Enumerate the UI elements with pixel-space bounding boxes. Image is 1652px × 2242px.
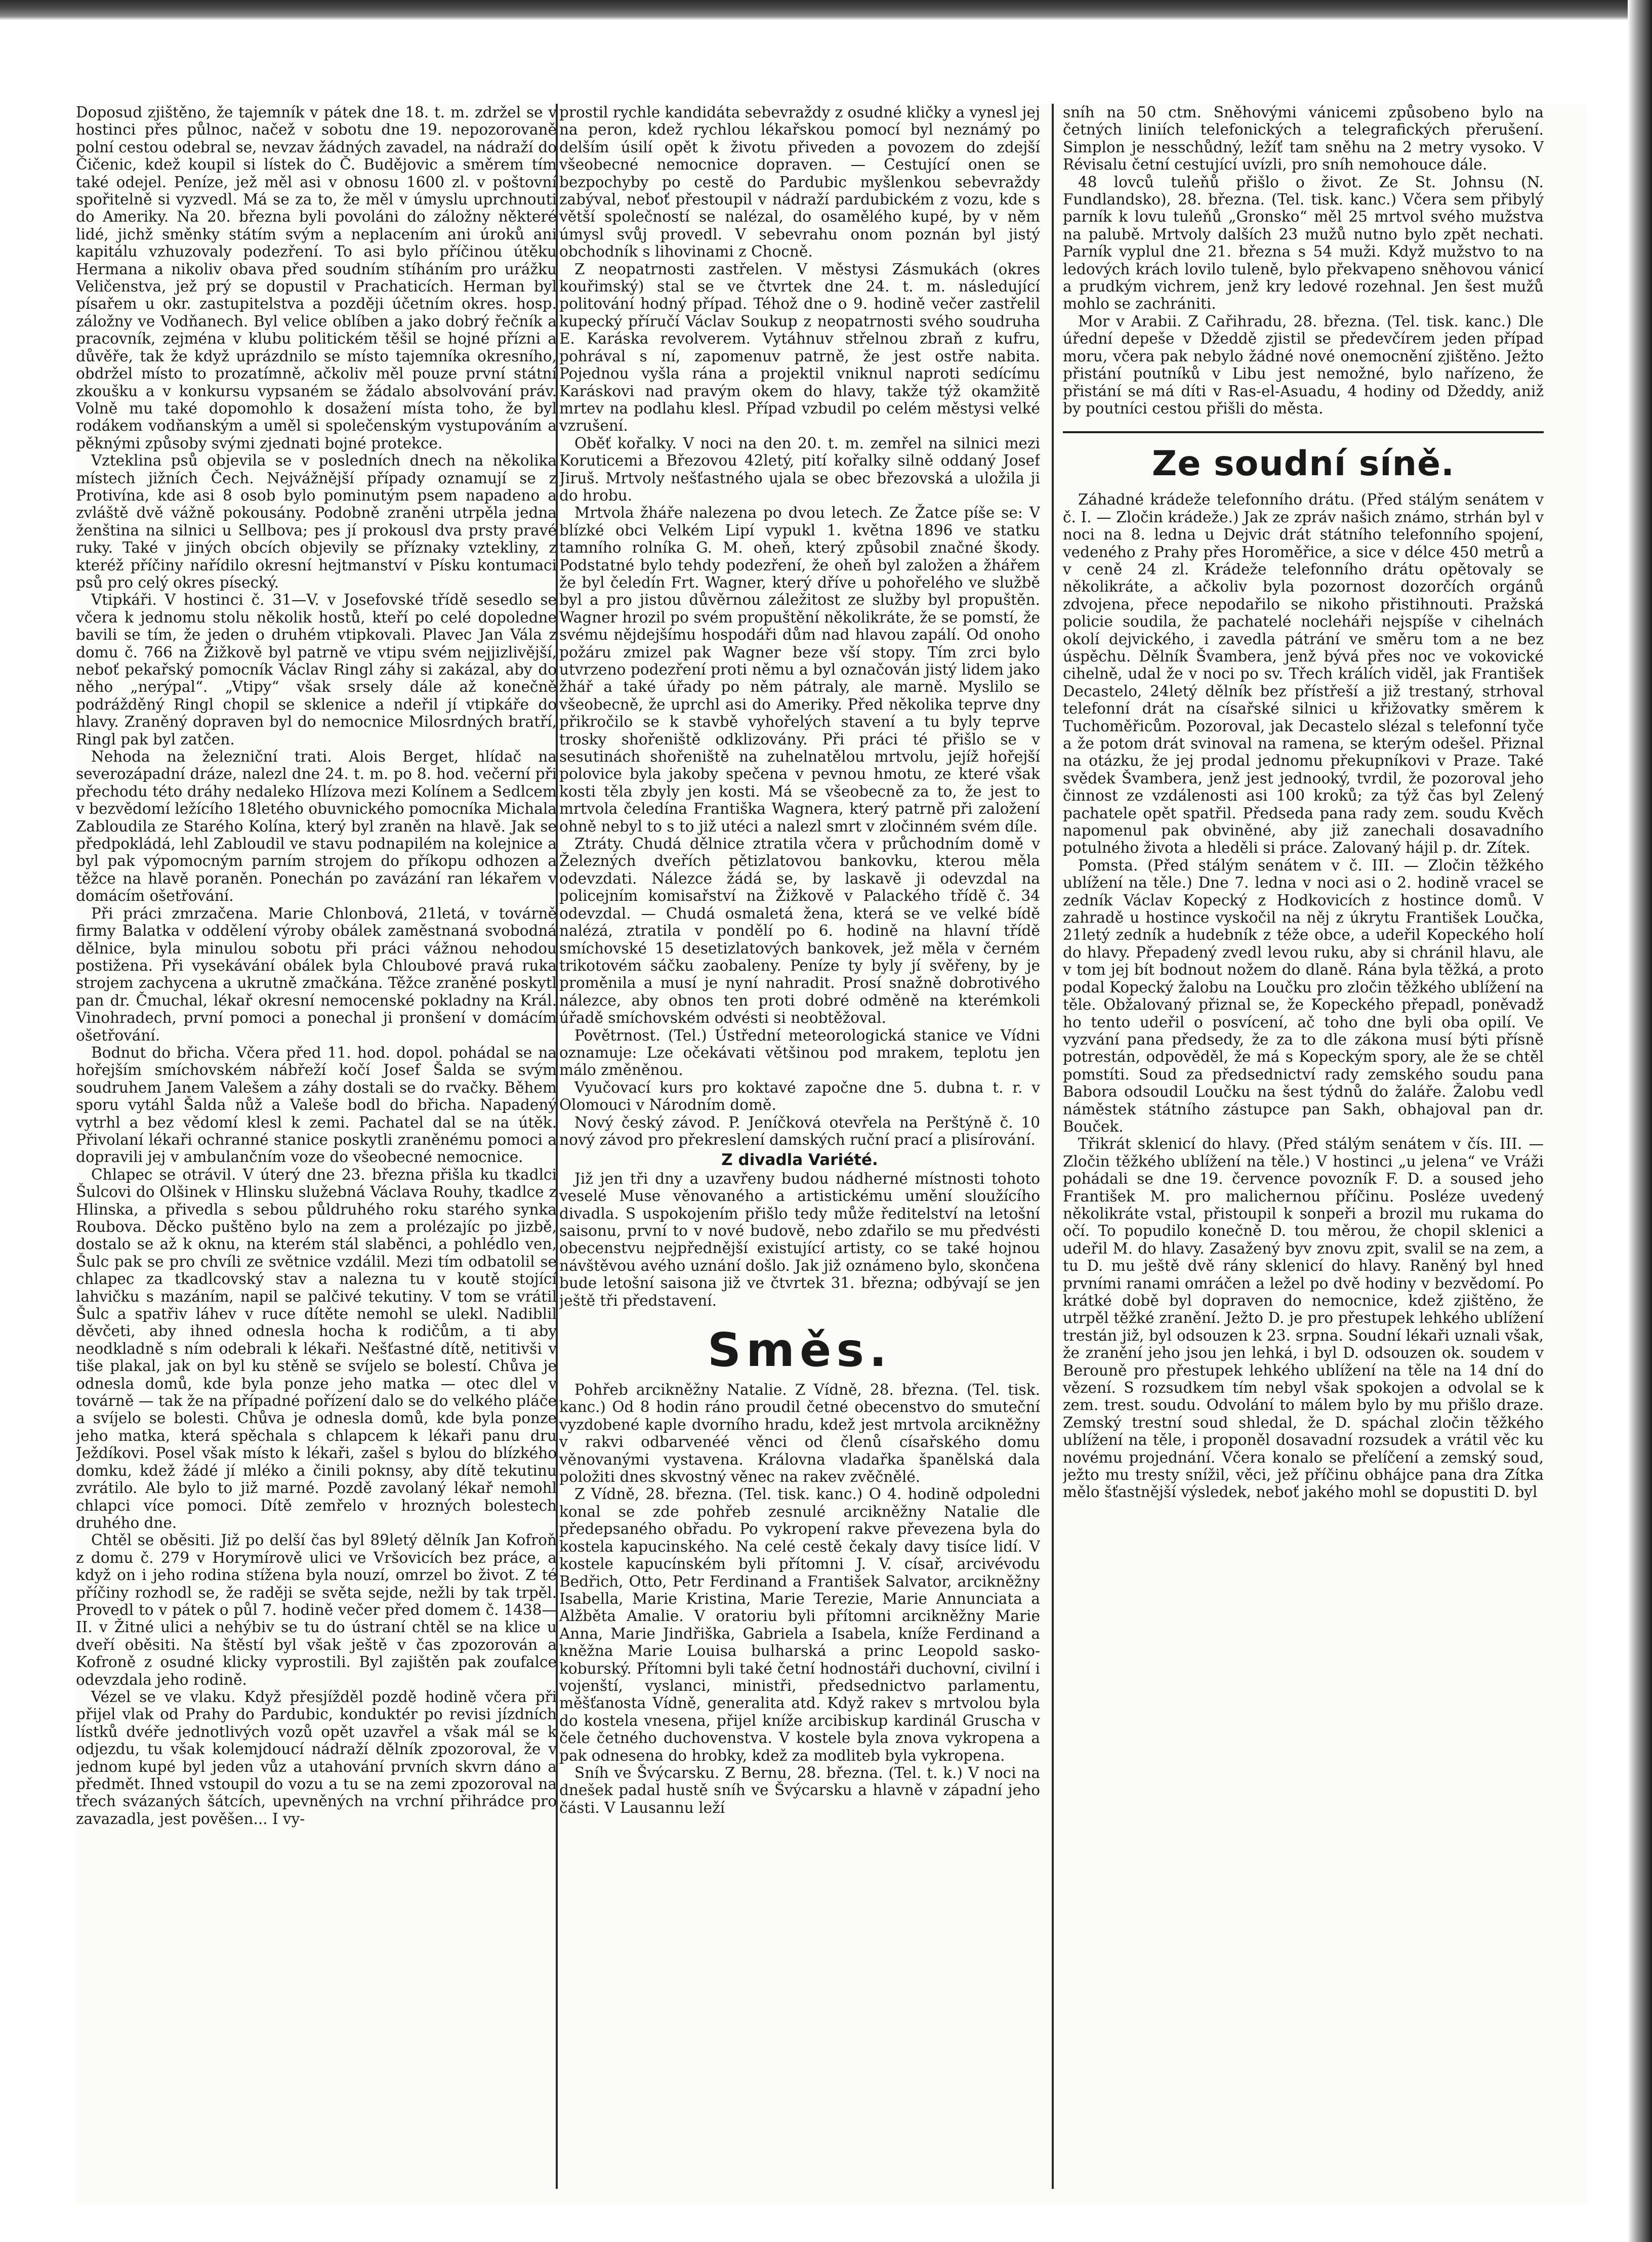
article-paragraph: Chtěl se oběsiti. Již po delší čas byl 89letý dělník Jan Kofroň z domu č. 279 v Horymírově ulici ve Vršovicích bez práce, a když on i jeho rodina stížena byla nouzí, omrzel bo život. Z té příčiny rozhodl se, že raději se světa sejde, nežli by tak trpěl. Provedl to v pátek o půl 7. hodině večer před domem č. 1438—II. v Žitné ulici a nehýbiv se tu do ústraní chtěl se na klice u dveří oběsiti. Na štěstí byl však ještě v čas zpozorován a Kofroně z osudné klicky vyprostili. Byl zajištěn pak zoufalce odevzdala jeho rodině. bbox=[76, 1531, 557, 1688]
column-3 bbox=[1063, 104, 1544, 2204]
article-paragraph: Mor v Arabii. Z Cařihradu, 28. března. (Tel. tisk. kanc.) Dle úřední depeše v Džeddě zjistil se předevčírem jeden případ moru, včera pak nebylo žádné nové onemocnění zjištěno. Ježto přistání poutníků v Libu jest nemožné, bylo nařízeno, že přistání se má díti v Ras-el-Asuadu, 4 hodiny od Džeddy, aniž by poutníci cestou přišli do města. bbox=[1063, 312, 1544, 417]
column-2 bbox=[559, 104, 1040, 2204]
article-paragraph: Vyučovací kurs pro koktavé započne dne 5. dubna t. r. v Olomouci v Národním domě. bbox=[559, 1078, 1040, 1114]
column-rule bbox=[1052, 104, 1054, 2189]
scan-top-edge bbox=[0, 0, 1652, 20]
article-paragraph: Při práci zmrzačena. Marie Chlonbová, 21letá, v továrně firmy Balatka v oddělení výroby obálek zaměstnaná svobodná dělnice, byla minulou sobotu při práci vážnou nehodou postižena. Při vysekávání obálek byla Chloubové pravá ruka strojem zachycena a ukrutně zmačkána. Těžce zraněné poskytl pan dr. Čmuchal, lékař okresní nemocenské pokladny na Král. Vinohradech, první pomoci a ponechal ji pronšení v domácím ošetřování. bbox=[76, 904, 557, 1044]
article-paragraph: Sníh ve Švýcarsku. Z Bernu, 28. března. (Tel. t. k.) V noci na dnešek padal hustě sníh ve Švýcarsku a hlavně v západní jeho části. V Lausannu leží bbox=[559, 1764, 1040, 1816]
smes-section-title: Směs. bbox=[707, 1323, 892, 1378]
divadlo-heading: Z divadla Variété. bbox=[721, 1151, 878, 1170]
article-paragraph: Třikrát sklenicí do hlavy. (Před stálým senátem v čís. III. — Zločin těžkého ublížení na těle.) V hostinci „u jelena“ ve Vráži pohádali se dne 19. července povozník F. D. a soused jeho František M. pro malichernou příčinu. Posléze uvedený několikráte vstal, přistoupil k sonpeři a brozil mu rukama do očí. To popudilo konečně D. tou měrou, že chopil sklenici a udeřil M. do hlavy. Zasažený byv znovu zpit, svalil se na zem, a tu D. mu ještě dvě rány sklenicí do hlavy. Raněný byl hned prvními ranami omráčen a ležel po dvě hodiny v bezvědomí. Po krátké době byl dopraven do nemocnice, kdež zjištěno, že utrpěl těžké zranění. Ježto D. je pro přestupek lehkého ublížení trestán již, byl odsouzen k 23. srpna. Soudní lékaři uznali však, že zranění jeho jsou jen lehká, i byl D. odsouzen ok. soudem v Berouně pro přestupek lehkého ublížení na těle na 14 dní do vězení. S rozsudkem tím nebyl však spokojen a odvolal se k zem. trest. soudu. Odvolání to málem bylo by mu přišlo draze. Zemský trestní soud shledal, že D. spáchal zločin těžkého ublížení na těle, i proponěl dosavadní rozsudek a vrátil věc ku novému projednání. Včera konalo se přelíčení a zemský soud, ježto mu tresty snížil, věci, jež příčinu obhájce pana dra Zítka mělo šťastnější výsledek, neboť jakého mohl se dopustiti D. byl bbox=[1063, 1135, 1544, 1501]
article-paragraph: sníh na 50 ctm. Sněhovými vánicemi způsobeno bylo na četných liniích telefonických a telegrafických přerušení. Simplon je nesschůdný, ležíť tam sněhu na 2 metry vysoko. V Révisalu četní cestující uvízli, pro sníh nemohouce dále. bbox=[1063, 104, 1544, 174]
article-paragraph: Povětrnost. (Tel.) Ústřední meteorologická stanice ve Vídni oznamuje: Lze očekávati většinou pod mrakem, teplotu jen málo změněnou. bbox=[559, 1026, 1040, 1079]
article-paragraph: Vzteklina psů objevila se v posledních dnech na několika místech jižních Čech. Nejvážnější případy oznamují se z Protivína, kde asi 8 osob bylo pominutým psem napadeno a zvláště dvě vážně pokousány. Podobně zraněni utrpěla jedna ženština na silnici u Sellbova; pes jí prokousl dva prsty pravé ruky. Také v jiných obcích objevily se příznaky vztekliny, z kteréž příčiny nařídilo okresní hejtmanství v Písku kontumaci psů pro celý okres písecký. bbox=[76, 452, 557, 591]
article-paragraph: Záhadné krádeže telefonního drátu. (Před stálým senátem v č. I. — Zločin krádeže.) Jak ze zpráv našich známo, strhán byl v noci na 8. ledna u Dejvic drát státního telefonního spojení, vedeného z Prahy přes Horoměřice, a sice v délce 450 metrů a v ceně 24 zl. Krádeže telefonního drátu opětovaly se několikráte, a ačkoliv byla pozornost dozorčích orgánů zdvojena, přece nepodařilo se nikoho přistihnouti. Pražská policie soudila, že pachatelé nocleháři nejspíše v cihelnách okolí dejvického, i zavedla pátrání ve směru tom a ne bez úspěchu. Dělník Švambera, jenž bývá přes noc ve vokovické cihelně, udal že v noci po sv. Třech králích viděl, jak František Decastelo, 24letý dělník bez přístřeší a již trestaný, strhoval telefonní drát na císařské silnici u křižovatky směrem k Tuchoměřicům. Pozoroval, jak Decastelo slézal s telefonní tyče a že potom drát svinoval na ramena, se kterým odešel. Přiznal na otázku, že jej prodal jednomu překupníkovi v Praze. Také svědek Švambera, jenž jest jednooký, tvrdil, že pozoroval jeho činnost ze vzdálenosti asi 100 kroků; za týž čas byl Zelený pachatele opět spatřil. Předseda pana rady zem. soudu Kvěch napomenul pak obviněné, aby již zanechali dosavadního potulného života a hleděli si práce. Zalovaný hájil p. dr. Zítek. bbox=[1063, 491, 1544, 857]
article-paragraph: Doposud zjištěno, že tajemník v pátek dne 18. t. m. zdržel se v hostinci přes půlnoc, načež v sobotu dne 19. nepozorovaně polní cestou odebral se, nevzav žádných zavadel, na nádraží do Čičenic, kdež koupil si lístek do Č. Budějovic a směrem tím také odejel. Peníze, jež měl asi v obnosu 1600 zl. v poštovní spořitelně si vyzvedl. Má se za to, že měl v úmyslu uprchnouti do Ameriky. Na 20. března byli povoláni do záložny některé lidé, jichž směnky státím svým a neplacením ani úroků ani kapitálu vzhuzovaly podezření. To asi bylo příčinou útěku Hermana a nikoliv obava před soudním stíháním pro urážku Veličenstva, jež prý se dopustil v Prachaticích. Herman byl písařem u okr. zastupitelstva a později účetním okres. hosp. záložny ve Vodňanech. Byl velice oblíben a jako dobrý řečník a pracovník, zejména v klubu politickém těšil se hojné přízni a důvěře, tak že když uprázdnilo se místo tajemníka okresního, obdržel místo to prozatímně, ačkoliv měl pouze první státní zkoušku a v konkursu vypsaném se žádalo absolvování práv. Volně mu také dopomohlo k dosažení místa toho, že byl rodákem vodňanským a uměl si společenským vystupováním a pěknými způsoby svými zjednati bojné protekce. bbox=[76, 104, 557, 452]
article-paragraph: Nehoda na železniční trati. Alois Berget, hlídač na severozápadní dráze, nalezl dne 24. t. m. po 8. hod. večerní při přechodu této dráhy nedaleko Hlízova mezi Kolínem a Sedlcem v bezvědomí ležícího 18letého obuvnického pomocníka Michala Zabloudila ze Starého Kolína, který byl zraněn na hlavě. Jak se předpokládá, lehl Zabloudil ve stavu podnapilém na kolejnice a byl pak výpomocným parním strojem do příkopu odhozen a těžce na hlavě poraněn. Ponechán po zavázání ran lékařem v domácím ošetřování. bbox=[76, 748, 557, 905]
article-paragraph: Z neopatrnosti zastřelen. V městysi Zásmukách (okres kouřimský) stal se ve čtvrtek dne 24. t. m. následující politování hodný případ. Téhož dne o 9. hodině večer zastřelil kupecký příručí Václav Soukup z neopatrnosti svého soudruha E. Karáska revolverem. Vytáhnuv střelnou zbraň z kufru, pohrával s ní, zapomenuv patrně, že jest ostře nabita. Pojednou vyšla rána a projektil vniknul naproti sedícímu Karáskovi nad pravým okem do hlavy, takže týž okamžitě mrtev na podlahu klesl. Případ vzbudil po celém městysi velké vzrušení. bbox=[559, 260, 1040, 435]
article-paragraph: Mrtvola žháře nalezena po dvou letech. Ze Žatce píše se: V blízké obci Velkém Lipí vypukl 1. května 1896 ve statku tamního rolníka G. M. oheň, který způsobil značné škody. Podstatné bylo tehdy podezření, že oheň byl založen a žhářem že byl čeledín Frt. Wagner, který dříve u pohořelého ve službě byl a pro jistou důvěrnou záležitost ze služby byl propuštěn. Wagner hrozil po svém propuštění několikráte, že se pomstí, že svému nějdejšímu hospodáři dům nad hlavou zapálí. Od onoho požáru zmizel pak Wagner beze vší stopy. Tím zrci bylo utvrzeno podezření proti němu a byl označován jistý lidem jako žhář a také úřady po něm pátraly, ale marně. Myslilo se všeobecně, že uprchl asi do Ameriky. Před několika teprve dny přikročilo se k stavbě vyhořelých stavení a tu byly teprve trosky shořeniště odklizovány. Při práci té přišlo se v sesutinách shořeniště na zuhelnatělou mrtvolu, jejíž hořejší polovice byla jakoby spečena v pevnou hmotu, ze které však kosti těla zbyly jen kosti. Má se všeobecně za to, že jest to mrtvola čeledína Františka Wagnera, který patrně při založení ohně nebyl to s to již utéci a nalezl smrt v zločinném svém díle. bbox=[559, 504, 1040, 835]
court-section-title: Ze soudní síně. bbox=[1063, 431, 1544, 487]
article-paragraph: Bodnut do břicha. Včera před 11. hod. dopol. pohádal se na hořejším smíchovském nábřeží kočí Josef Šalda se svým soudruhem Janem Valešem a záhy dostali se do rvačky. Během sporu vytáhl Šalda nůž a Valeše bodl do břicha. Napadený vytrhl a bez vědomí klesl k zemi. Pachatel dal se na útěk. Přivolaní lékaři ochranné stanice poskytli zraněnému pomoci a dopravili jej v ambulančním voze do všeobecné nemocnice. bbox=[76, 1044, 557, 1166]
article-paragraph: Ztráty. Chudá dělnice ztratila včera v průchodním domě v Železných dveřích pětizlatovou bankovku, kterou měla odevzdati. Nálezce žádá se, by laskavě ji odevzdal na policejním komisařství na Žižkově v Palackého třídě č. 34 odevzdal. — Chudá osmaletá žena, která se ve velké bídě nalézá, ztratila v pondělí po 6. hodině na hlavní třídě smíchovské 15 desetizlatových bankovek, jež měla v černém trikotovém sáčku zaobaleny. Peníze ty byly jí svěřeny, by je proměnila a musí je nyní nahradit. Prosí snažně dobrotivého nálezce, aby obnos ten proti dobré odměně na kterémkoli úřadě smíchovském odvésti si neobtěžoval. bbox=[559, 835, 1040, 1027]
article-paragraph: Oběť kořalky. V noci na den 20. t. m. zemřel na silnici mezi Koruticemi a Březovou 42letý, pití kořalky silně oddaný Josef Jiruš. Mrtvoly nešťastného ujala se obec březovská a uložila ji do hrobu. bbox=[559, 434, 1040, 504]
article-paragraph: Pomsta. (Před stálým senátem v č. III. — Zločin těžkého ublížení na těle.) Dne 7. ledna v noci asi o 2. hodině vracel se zedník Václav Kopecký z Hodkovicích z hostince domů. V zahradě u hostince vyskočil na něj z úkrytu František Loučka, 21letý zedník a hudebník z téže obce, a udeřil Kopeckého holí do hlavy. Přepadený zvedl levou ruku, aby si chránil hlavu, ale v tom jej bít bodnout nožem do dlaně. Rána byla těžká, a proto podal Kopecký žalobu na Loučku pro zločin těžkého ublížení na těle. Obžalovaný přiznal se, že Kopeckého přepadl, poněvadž ho tento udeřil o posvícení, ač toho dne byli oba opilí. Ve vyzvání pana předsedy, že za to dle zákona musí býti přísně potrestán, odpověděl, že má s Kopeckým spory, ale že se chtěl pomstíti. Soud za předsednictví rady zemského soudu pana Babora odsoudil Loučku na šest týdnů do žaláře. Žalobu vedl náměstek státního zástupce pan Sakh, obhajoval pan dr. Bouček. bbox=[1063, 856, 1544, 1135]
scan-right-edge bbox=[1628, 0, 1652, 2242]
article-paragraph: Pohřeb arcikněžny Natalie. Z Vídně, 28. března. (Tel. tisk. kanc.) Od 8 hodin ráno proudil četné obecenstvo do smuteční vyzdobené kaple dvorního hradu, kdež jest mrtvola arcikněžny v rakvi odbarvenéé věnci od členů císařského domu věnovanými vystavena. Královna vladařka španělská dala položiti dnes skvostný věnec na rakev zvěčnělé. bbox=[559, 1381, 1040, 1486]
article-paragraph: Z Vídně, 28. března. (Tel. tisk. kanc.) O 4. hodině odpoledni konal se zde pohřeb zesnulé arcikněžny Natalie dle předepsaného obřadu. Po vykropení rakve převezena byla do kostela kapucinského. Na celé cestě čekaly davy tisíce lidí. V kostele kapucínském byli přítomni J. V. císař, arcivévodu Bedřich, Otto, Petr Ferdinand a František Salvator, arcikněžny Isabella, Marie Kristina, Marie Terezie, Marie Annunciata a Alžběta Amalie. V oratoriu byli přítomni arcikněžny Marie Anna, Marie Jindřiška, Gabriela a Isabela, kníže Ferdinand a kněžna Marie Louisa bulharská a princ Leopold sasko-koburský. Přítomni byli také četní hodnostáři duchovní, civilní i vojenští, vyslanci, ministři, předsednictvo parlamentu, měšťanosta Vídně, generalita atd. Když rakev s mrtvolou byla do kostela vnesena, přijel kníže arcibiskup kardinál Gruscha v čele četného duchovenstva. V kostele byla znova vykropena a pak odnesena do hrobky, kdež za modliteb byla vykropena. bbox=[559, 1485, 1040, 1764]
column-1 bbox=[76, 104, 557, 2204]
article-paragraph: prostil rychle kandidáta sebevraždy z osudné kličky a vynesl jej na peron, kdež rychlou lékařskou pomocí byl neznámý po delším úsilí opět k životu přiveden a povozem do zdejší všeobecné nemocnice dopraven. — Cestující onen se bezpochyby po cestě do Pardubic myšlenkou sebevraždy zabýval, neboť přestoupil v nádraží pardubickém z vozu, kde s větší společností se nalézal, do osamělého kupé, by v něm úmysl svůj provedl. V sebevrahu onom poznán byl jistý obchodník s lihovinami z Chocně. bbox=[559, 104, 1040, 261]
newspaper-page bbox=[76, 104, 1587, 2204]
article-paragraph: 48 lovců tuleňů přišlo o život. Ze St. Johnsu (N. Fundlandsko), 28. března. (Tel. tisk. kanc.) Včera sem přibylý parník k lovu tuleňů „Gronsko“ měl 25 mrtvol svého mužstva na palubě. Mrtvoly dalších 23 mužů nutno bylo zpět nechati. Parník vyplul dne 21. března s 54 muži. Když mužstvo to na ledových krách lovilo tuleně, bylo překvapeno sněhovou vánicí a prudkým vichrem, jenž kry ledové rozehnal. Jen šest mužů mohlo se zachrániti. bbox=[1063, 173, 1544, 313]
article-paragraph: Již jen tři dny a uzavřeny budou nádherné místnosti tohoto veselé Muse věnovaného a artistickému umění sloužícího divadla. S uspokojením přišlo tedy může ředitelství na letošní saisonu, první to v nové budově, nebo zdařilo se mu předvésti obecenstvu nejpřednější existující artisty, co se také hojnou návštěvou avého uznání došlo. Jak již oznámeno bylo, skončena bude letošní saisona již ve čtvrtek 31. března; odbývají se jen ještě tři představení. bbox=[559, 1170, 1040, 1309]
article-paragraph: Vézel se ve vlaku. Když přesjížděl pozdě hodině včera při přijel vlak od Prahy do Pardubic, konduktér po revisi jízdních lístků dvéře jednotlivých vozů opět uzavřel a však mál se k odjezdu, tu však kolemjdoucí nádraží dělník zpozoroval, že v jednom kupé byl jeden vůz a utahování prvních skvrn dáno a předmět. Ihned vstoupil do vozu a tu se na zemi zpozoroval na třech svázaných šátcích, upevněných na vrchní přihrádce pro zavazadla, jest pověšen... I vy- bbox=[76, 1688, 557, 1828]
article-paragraph: Chlapec se otrávil. V úterý dne 23. března přišla ku tkadlci Šulcovi do Olšinek v Hlinsku služebná Václava Rouhy, tkadlce z Hlinska, a přivedla s sebou půldruhého roku starého synka Roubova. Děcko puštěno bylo na zem a prolézajíc po jizbě, dostalo se až k oknu, na kterém stál slaběnci, a pohlédlo ven, Šulc pak se pro chvíli ze světnice vzdálil. Mezi tím odbatolil se chlapec za tkadlcovský stav a nalezna tu v koutě stojící lahvičku s mazáním, napil se palčivé tekutiny. V tom se vrátil Šulc a spatřiv láhev v ruce dítěte nemohl se ulekl. Nadiblil děvčeti, aby ihned odnesla hocha k rodičům, a ti aby neodkladně s ním odebrali k lékaři. Nešťastné dítě, netitivši v tiše plakal, jak on byl ku stěně se svíjelo se bolestí. Chůva je odnesla domů, kde byla ponze jeho matka — otec dlel v továrně — tak že na případné pořízení dalo se do velkého pláče a svíjelo se bolesti. Chůva je odnesla domů, kde byla ponze jeho matka, která spěchala s chlapcem k lékaři panu dru Ježdíkovi. Posel však místo k lékaři, zašel s bylou do blízkého domku, kdež žádé jí mléko a činili poknsy, aby dítě tekutinu zvrátilo. Ale bylo to již marné. Pozdě zavolaný lékař nemohl chlapci více pomoci. Dítě zemřelo v hrozných bolestech druhého dne. bbox=[76, 1166, 557, 1531]
article-paragraph: Vtipkáři. V hostinci č. 31—V. v Josefovské třídě sesedlo se včera k jednomu stolu několik hostů, kteří po celé dopoledne bavili se tím, že jeden o druhém vtipkovali. Plavec Jan Vála z domu č. 766 na Žižkově byl patrně ve vtipu svém nejjizlivější, neboť pekařský pomocník Václav Ringl záhy si zakázal, aby do něho „nerýpal“. „Vtipy“ však srsely dále až konečně podrážděný Ringl chopil se sklenice a ndeřil jí vtipkáře do hlavy. Zraněný dopraven byl do nemocnice Milosrdných bratří, Ringl pak byl zatčen. bbox=[76, 591, 557, 748]
article-paragraph: Nový český závod. P. Jeníčková otevřela na Perštýně č. 10 nový závod pro překreslení damských ruční prací a plisírování. bbox=[559, 1113, 1040, 1148]
